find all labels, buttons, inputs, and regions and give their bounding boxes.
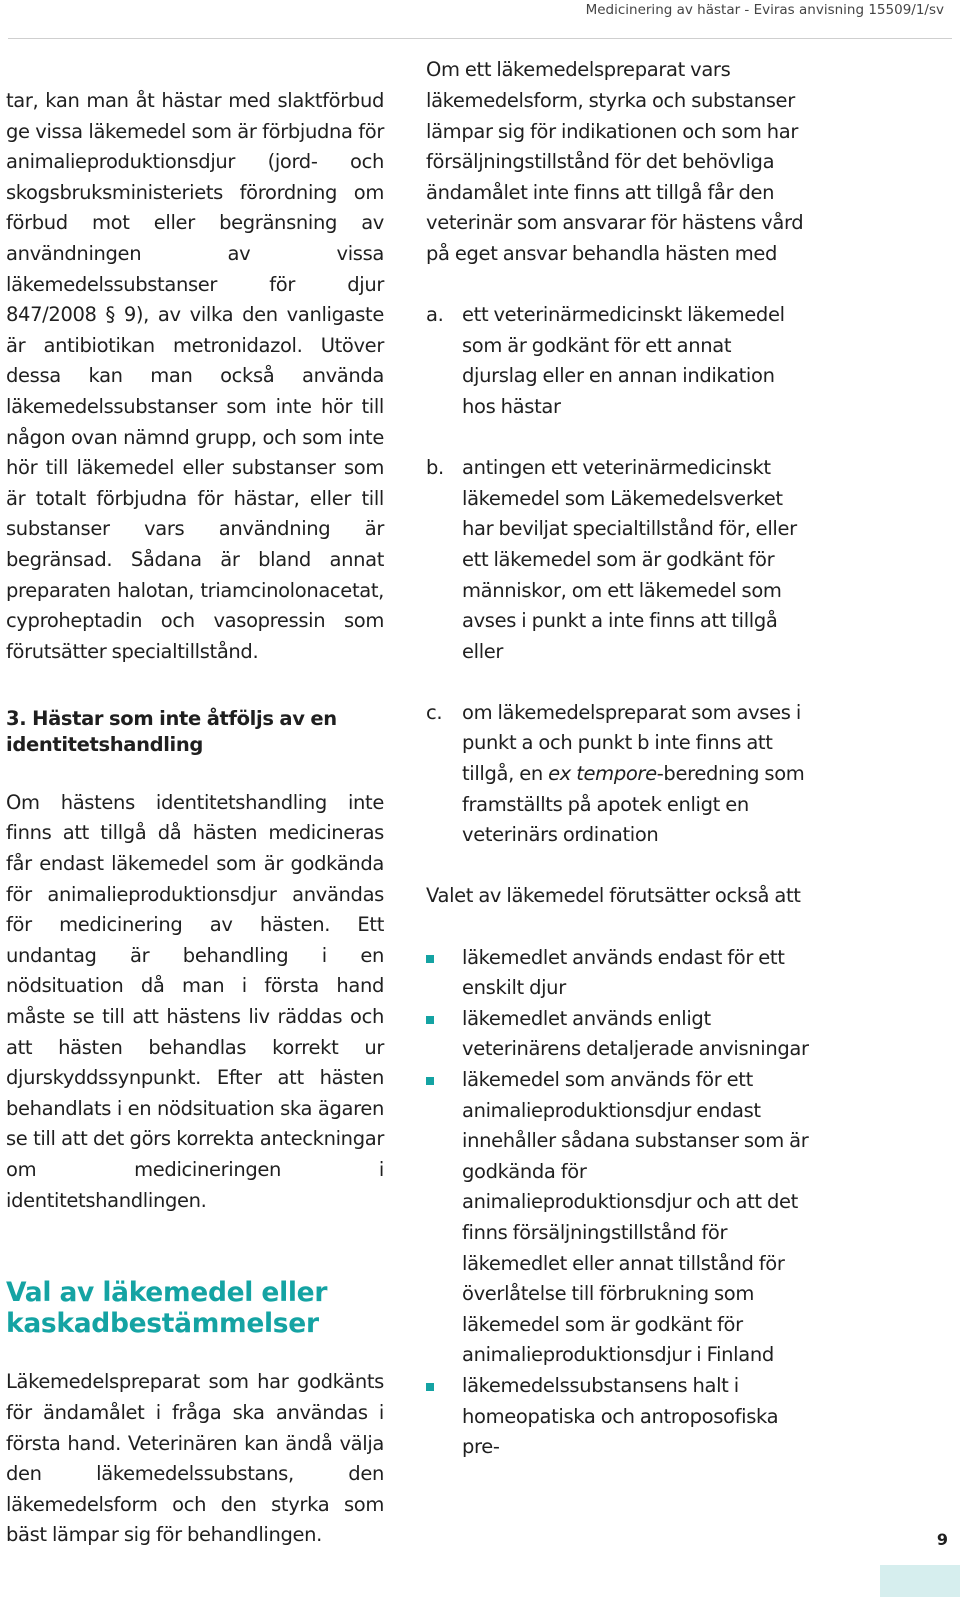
left-column xyxy=(6,86,384,1551)
condition-bullet-item xyxy=(426,1371,811,1463)
condition-text: läkemedelssubstansens halt i homeopatiska och antroposofiska pre- xyxy=(462,1373,779,1459)
header-divider xyxy=(8,38,952,39)
square-bullet-icon xyxy=(426,1077,434,1085)
condition-bullet-item xyxy=(426,943,811,1004)
identity-document-paragraph: Om hästens identitetshandling inte finns att tillgå då hästen medicineras får endast läkemedel som är godkända för animalieproduktionsdjur användas för medicinering av hästen. Ett undantag är behandling i en nödsituation då man i första hand måste se till att hästens liv räddas och att hästen behandlas korrekt ur djurskyddssynpunkt. Efter att hästen behandlats i en nödsituation ska ägaren se till att det görs korrekta anteckningar om medicineringen i identitetshandlingen. xyxy=(6,790,384,1212)
right-column xyxy=(426,58,811,1463)
condition-bullet-item xyxy=(426,1065,811,1371)
list-item-text: ett veterinärmedicinskt läkemedel som är godkänt för ett annat djurslag eller en annan indikation hos hästar xyxy=(462,303,785,418)
square-bullet-icon xyxy=(426,1383,434,1391)
condition-bullet-item xyxy=(426,1004,811,1065)
cascade-intro-paragraph: Läkemedelspreparat som har godkänts för ändamålet i fråga ska användas i första hand. Veterinären kan ändå välja den läkemedelssubstans, den läkemedelsform och den styrka som bäst lämpar sig för behandlingen. xyxy=(6,1370,384,1547)
list-marker: b. xyxy=(426,456,444,480)
cascade-item-b xyxy=(426,453,811,667)
page-number: 9 xyxy=(936,1530,948,1549)
list-marker: c. xyxy=(426,700,443,724)
condition-text: läkemedlet används endast för ett enskilt djur xyxy=(462,945,785,1000)
cascade-item-a xyxy=(426,300,811,422)
conditions-intro: Valet av läkemedel förutsätter också att xyxy=(426,884,801,908)
list-item-text: antingen ett veterinärmedicinskt läkemedel som Läkemedelsverket har beviljat specialtillstånd för, eller ett läkemedel som är godkänt för människor, om ett läkemedel som avses i punkt a inte finns att tillgå eller xyxy=(462,456,797,663)
section-heading-cascade: Val av läkemedel eller kaskadbestämmelser xyxy=(6,1277,328,1340)
footer-accent-bar xyxy=(880,1565,960,1597)
condition-text: läkemedel som används för ett animalieproduktionsdjur endast innehåller sådana substanser som är godkända för animalieproduktionsdjur och att det finns försäljningstillstånd för läkemedlet eller annat tillstånd för överlåtelse till förbrukning som läkemedel som är godkänt för animalieproduktionsdjur i Finland xyxy=(462,1068,809,1367)
running-header: Medicinering av hästar - Eviras anvisning 15509/1/sv xyxy=(585,2,944,18)
left-paragraph-continued: tar, kan man åt hästar med slaktförbud ge vissa läkemedel som är förbjudna för animalieproduktionsdjur (jord- och skogsbruksministeriets förordning om förbud mot eller begränsning av användningen av vissa läkemedelssubstanser för djur 847/2008 § 9), av vilka den vanligaste är antibiotikan metronidazol. Utöver dessa kan man också använda läkemedelssubstanser som inte hör till någon ovan nämnd grupp, och som inte hör till läkemedel eller substanser som är totalt förbjudna för hästar, eller till substanser vars användning är begränsad. Sådana är bland annat preparaten halotan, triamcinolonacetat, cyproheptadin och vasopressin som förutsätter specialtillstånd. xyxy=(6,89,384,663)
condition-text: läkemedlet används enligt veterinärens detaljerade anvisningar xyxy=(462,1006,809,1061)
list-item-text-before: om läkemedelspreparat som avses i punkt a och punkt b inte finns att tillgå, en xyxy=(462,700,801,786)
square-bullet-icon xyxy=(426,1016,434,1024)
list-item-text-after: -beredning som framställts på apotek enligt en veterinärs ordination xyxy=(462,762,805,847)
subheading-no-identity-document: 3. Hästar som inte åtföljs av en identitetshandling xyxy=(6,706,337,756)
list-marker: a. xyxy=(426,303,444,327)
right-paragraph: Om ett läkemedelspreparat vars läkemedelsform, styrka och substanser lämpar sig för indikationen och som har försäljningstillstånd för det behövliga ändamålet inte finns att tillgå får den veterinär som ansvarar för hästens vård på eget ansvar behandla hästen med xyxy=(426,58,804,265)
cascade-item-c xyxy=(426,698,811,851)
square-bullet-icon xyxy=(426,955,434,963)
list-item-text-italic: ex tempore xyxy=(548,762,657,786)
